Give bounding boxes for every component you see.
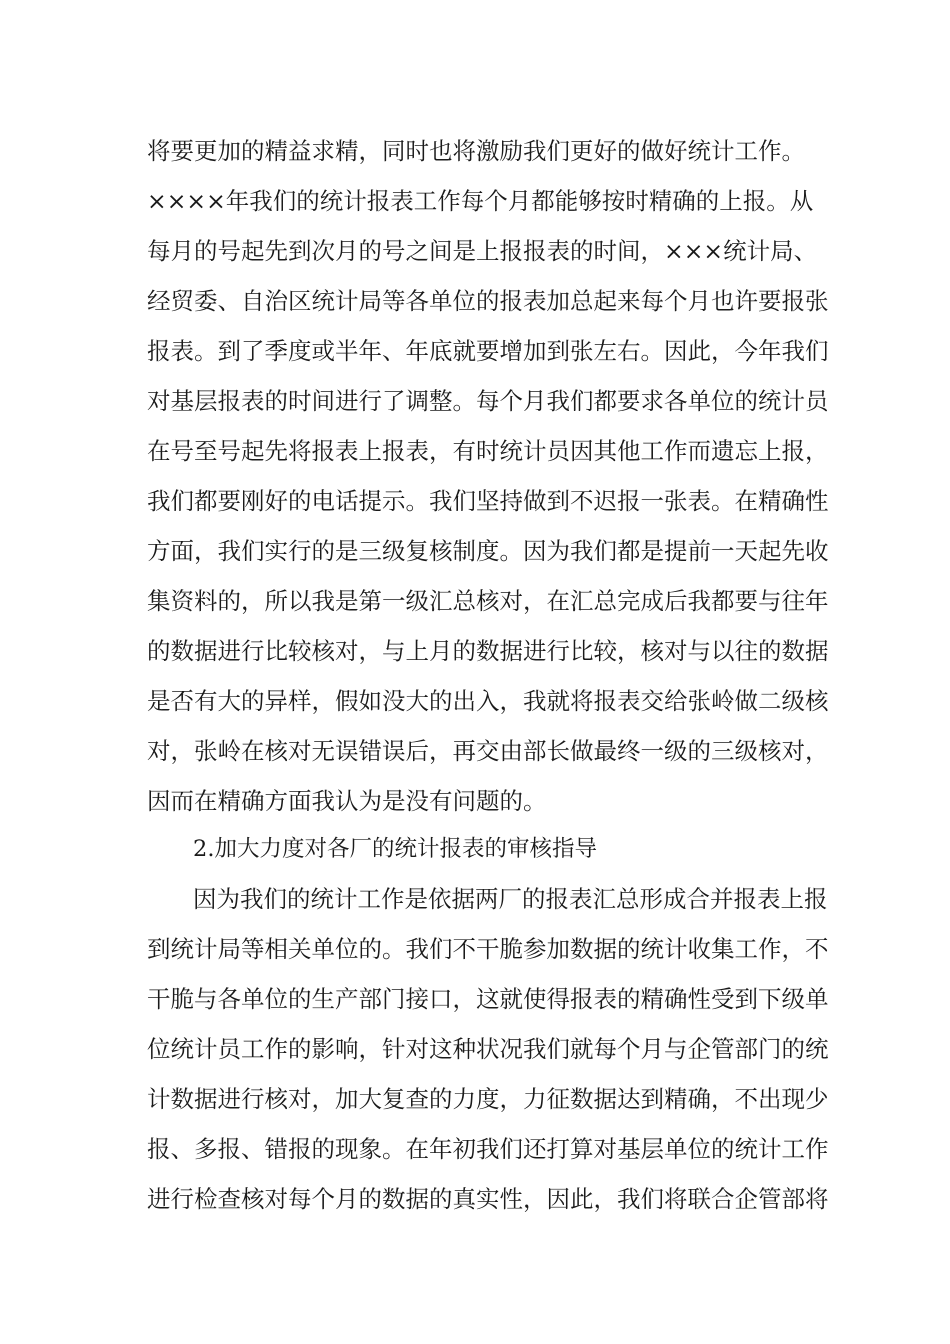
paragraph-line: 经贸委、自治区统计局等各单位的报表加总起来每个月也许要报张 [147, 287, 829, 315]
paragraph-line: 方面，我们实行的是三级复核制度。因为我们都是提前一天起先收 [147, 537, 829, 565]
paragraph-line: 是否有大的异样，假如没大的出入，我就将报表交给张岭做二级核 [147, 687, 829, 715]
paragraph-line: 我们都要刚好的电话提示。我们坚持做到不迟报一张表。在精确性 [147, 487, 829, 515]
paragraph-line: 到统计局等相关单位的。我们不干脆参加数据的统计收集工作，不 [147, 935, 829, 963]
section-heading: 2.加大力度对各厂的统计报表的审核指导 [193, 836, 597, 862]
paragraph-line: 将要更加的精益求精，同时也将激励我们更好的做好统计工作。 [147, 137, 805, 165]
paragraph-line: 对，张岭在核对无误错误后，再交由部长做最终一级的三级核对， [147, 737, 829, 765]
paragraph-line: 的数据进行比较核对，与上月的数据进行比较，核对与以往的数据 [147, 637, 829, 665]
paragraph-line: 位统计员工作的影响，针对这种状况我们就每个月与企管部门的统 [147, 1035, 829, 1063]
paragraph-first-line: 因为我们的统计工作是依据两厂的报表汇总形成合并报表上报 [193, 885, 828, 913]
paragraph-line: 进行检查核对每个月的数据的真实性，因此，我们将联合企管部将 [147, 1185, 829, 1213]
paragraph-line: 每月的号起先到次月的号之间是上报报表的时间，×××统计局、 [147, 237, 818, 265]
paragraph-line: 在号至号起先将报表上报表，有时统计员因其他工作而遗忘上报， [147, 437, 829, 465]
paragraph-line: 集资料的，所以我是第一级汇总核对，在汇总完成后我都要与往年 [147, 587, 829, 615]
paragraph-line: 报、多报、错报的现象。在年初我们还打算对基层单位的统计工作 [147, 1135, 829, 1163]
paragraph-line: ××××年我们的统计报表工作每个月都能够按时精确的上报。从 [147, 187, 814, 215]
paragraph-line: 计数据进行核对，加大复查的力度，力征数据达到精确，不出现少 [147, 1085, 829, 1113]
paragraph-line: 报表。到了季度或半年、年底就要增加到张左右。因此，今年我们 [147, 337, 829, 365]
paragraph-line: 干脆与各单位的生产部门接口，这就使得报表的精确性受到下级单 [147, 985, 829, 1013]
paragraph-line: 因而在精确方面我认为是没有问题的。 [147, 787, 547, 815]
paragraph-line: 对基层报表的时间进行了调整。每个月我们都要求各单位的统计员 [147, 387, 829, 415]
